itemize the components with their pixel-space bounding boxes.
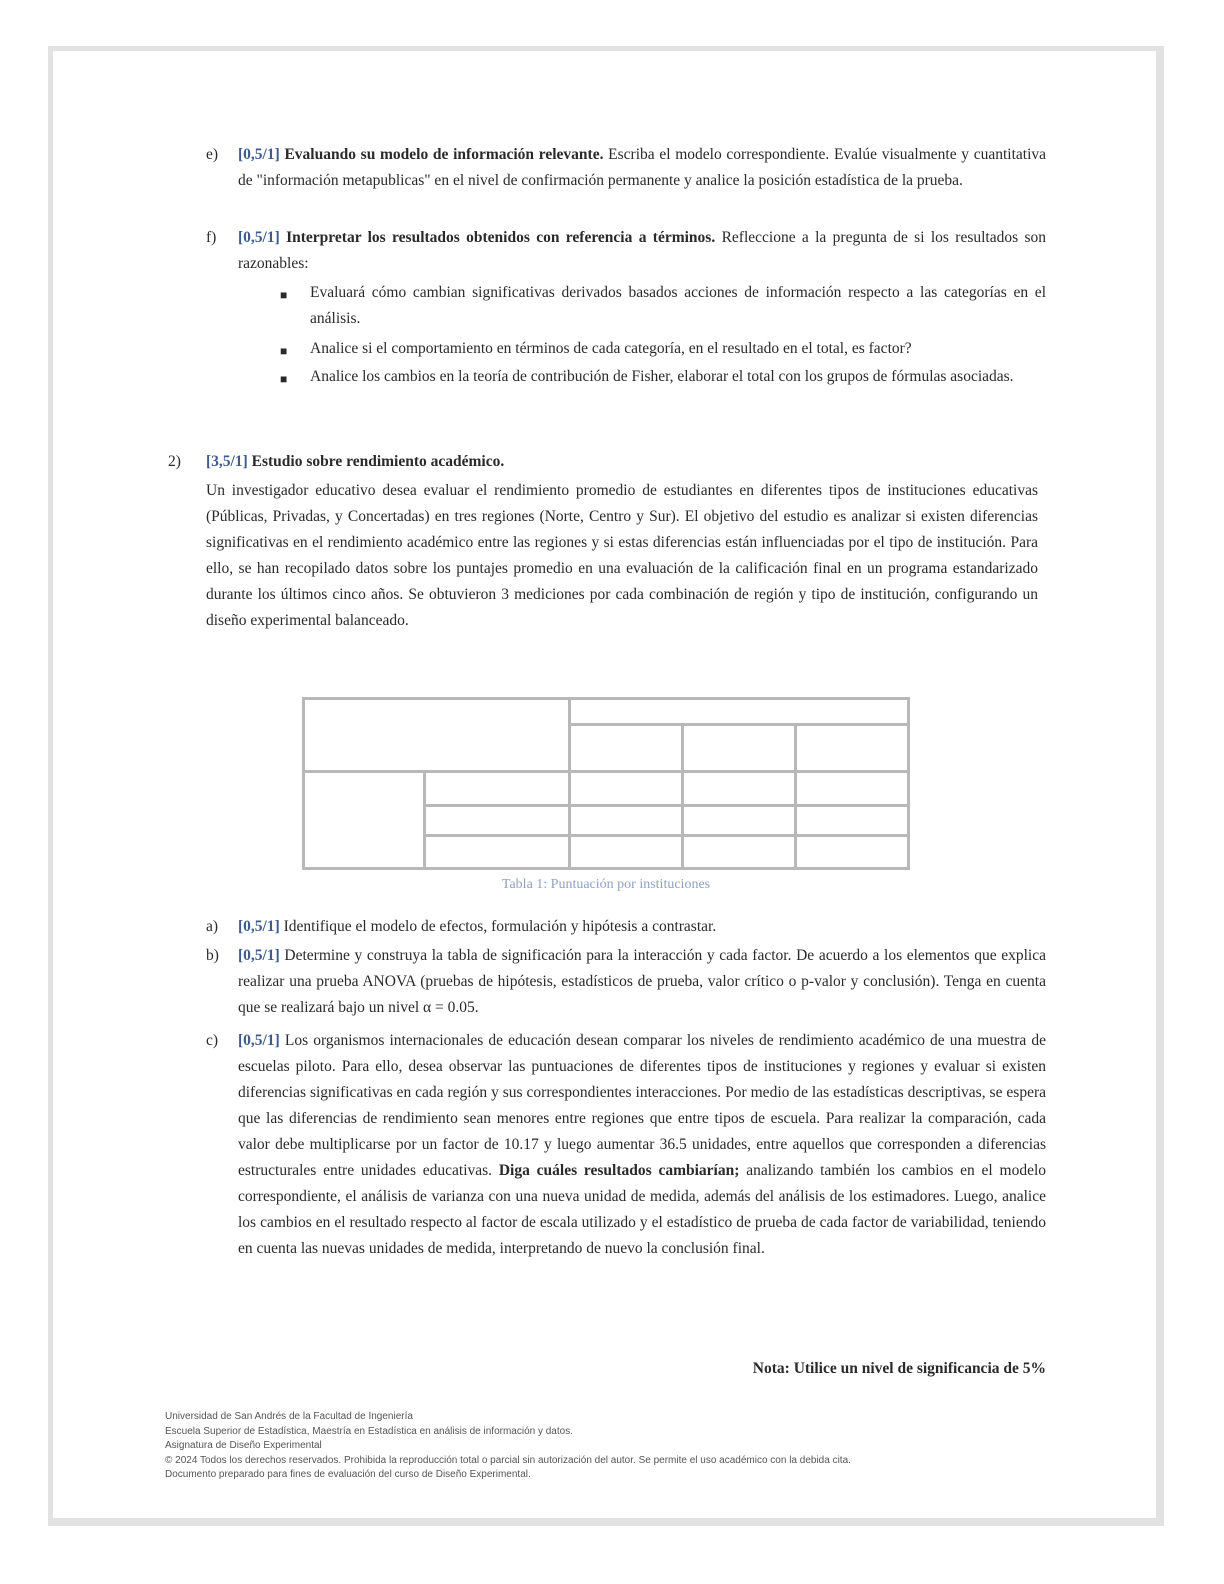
section-title: Estudio sobre rendimiento académico. xyxy=(251,453,505,470)
list-marker: b) xyxy=(206,947,219,964)
list-marker: e) xyxy=(206,146,219,163)
bullet-item: Analice los cambios en la teoría de contribución de Fisher, elaborar el total con los grupos de fórmulas asociadas. xyxy=(310,368,1014,385)
section-body: Un investigador educativo desea evaluar el rendimiento promedio de estudiantes en diferentes tipos de instituciones educativas (Públicas, Privadas, y Concertadas) en tres regiones (Norte, Centro y Sur). El objetivo del estudio es analizar si existen diferencias significativas en el rendimiento académico entre las regiones y si estas diferencias están influenciadas por el tipo de institución. Para ello, se han recopilado datos sobre los puntajes promedio en una evaluación de la calificación final en un programa estandarizado durante los últimos cinco años. Se obtuvieron 3 mediciones por cada combinación de región y tipo de institución, configurando un diseño experimental balanceado. xyxy=(206,482,1038,629)
table-cell xyxy=(570,805,683,836)
item-text: Determine y construya la tabla de significación para la interacción y cada factor. De acuerdo a los elementos que explica realizar una prueba ANOVA (pruebas de hipótesis, estadísticos de prueba, valor crítico o p-valor y conclusión). Tenga en cuenta que se realizará bajo un nivel α = 0.05. xyxy=(238,947,1046,1016)
list-item xyxy=(238,142,1046,194)
table-cell xyxy=(796,805,909,836)
list-item xyxy=(238,225,1046,277)
item-bold-mid: Diga cuáles resultados cambiarían; xyxy=(498,1162,740,1179)
section-marker: 2) xyxy=(168,453,181,470)
exercise-ref: [0,5/1] xyxy=(238,1032,280,1049)
table-cell xyxy=(796,725,909,772)
table-cell xyxy=(304,772,425,869)
exercise-ref: [0,5/1] xyxy=(238,947,280,964)
item-text: Identifique el modelo de efectos, formulación y hipótesis a contrastar. xyxy=(283,918,717,935)
table-cell xyxy=(570,725,683,772)
table-cell xyxy=(425,836,570,869)
list-item xyxy=(238,914,1046,940)
closing-note: Nota: Utilice un nivel de significancia de 5% xyxy=(752,1360,1046,1377)
table-cell xyxy=(683,836,796,869)
list-marker: a) xyxy=(206,918,219,935)
exercise-ref: [3,5/1] xyxy=(206,453,248,470)
item-text: analizando también los cambios en el modelo correspondiente, el análisis de varianza con una nueva unidad de medida, además del análisis de los estimadores. Luego, analice los cambios en el resultado respecto al factor de escala utilizado y el estadístico de prueba de cada factor de variabilidad, teniendo en cuenta las nuevas unidades de medida, interpretando de nuevo la conclusión final. xyxy=(238,1162,1047,1257)
table-cell xyxy=(304,699,570,772)
footer-line: Universidad de San Andrés de la Facultad de Ingeniería xyxy=(165,1411,413,1422)
list-item xyxy=(238,943,1046,1021)
page-footer xyxy=(165,1410,1025,1483)
table-cell xyxy=(570,699,909,725)
bullet-item: Evaluará cómo cambian significativas derivados basados acciones de información respecto a las categorías en el análisis. xyxy=(310,284,1046,327)
item-text: Refleccione a la pregunta de si los resultados son razonables: xyxy=(238,229,1047,272)
bullet-dot: ■ xyxy=(280,288,288,302)
item-bold-lead: Interpretar los resultados obtenidos con referencia a términos. xyxy=(286,229,716,246)
table-cell xyxy=(683,772,796,806)
list-marker: f) xyxy=(206,229,217,246)
bullet-dot: ■ xyxy=(280,372,288,386)
exercise-ref: [0,5/1] xyxy=(238,229,280,246)
data-table xyxy=(302,697,910,870)
footer-line: Escuela Superior de Estadística, Maestría en Estadística en análisis de información y datos. xyxy=(165,1425,573,1437)
list-marker: c) xyxy=(206,1032,219,1049)
footer-line: © 2024 Todos los derechos reservados. Prohibida la reproducción total o parcial sin autorización del autor. Se permite el uso académico con la debida cita. xyxy=(165,1454,851,1466)
table-cell xyxy=(570,836,683,869)
section-heading xyxy=(206,449,1038,475)
table-cell xyxy=(796,772,909,806)
table-cell xyxy=(425,772,570,806)
table-cell xyxy=(683,805,796,836)
table-cell xyxy=(796,836,909,869)
table-cell xyxy=(683,725,796,772)
table-caption: Tabla 1: Puntuación por instituciones xyxy=(501,877,711,892)
footer-line: Documento preparado para fines de evaluación del curso de Diseño Experimental. xyxy=(165,1469,531,1480)
bullet-item: Analice si el comportamiento en términos de cada categoría, en el resultado en el total, es factor? xyxy=(310,340,912,357)
footer-line: Asignatura de Diseño Experimental xyxy=(165,1440,322,1451)
bullet-dot: ■ xyxy=(280,344,288,358)
item-text: Los organismos internacionales de educación desean comparar los niveles de rendimiento académico de una muestra de escuelas piloto. Para ello, desea observar las puntuaciones de diferentes tipos de instituciones y regiones y evaluar si existen diferencias significativas en cada región y sus correspondientes interacciones. Por medio de las estadísticas descriptivas, se espera que las diferencias de rendimiento sean menores entre regiones que entre tipos de escuela. Para realizar la comparación, cada valor debe multiplicarse por un factor de 10.17 y luego aumentar 36.5 unidades, entre aquellos que corresponden a diferencias estructurales entre unidades educativas. xyxy=(238,1032,1047,1179)
table-cell xyxy=(425,805,570,836)
list-item xyxy=(238,1028,1046,1262)
table-cell xyxy=(570,772,683,806)
exercise-ref: [0,5/1] xyxy=(238,146,280,163)
exercise-ref: [0,5/1] xyxy=(238,918,280,935)
item-bold-lead: Evaluando su modelo de información relevante. xyxy=(284,146,604,163)
item-text: Escriba el modelo correspondiente. Evalúe visualmente y cuantitativa de "información metapublicas" en el nivel de confirmación permanente y analice la posición estadística de la prueba. xyxy=(238,146,1047,189)
